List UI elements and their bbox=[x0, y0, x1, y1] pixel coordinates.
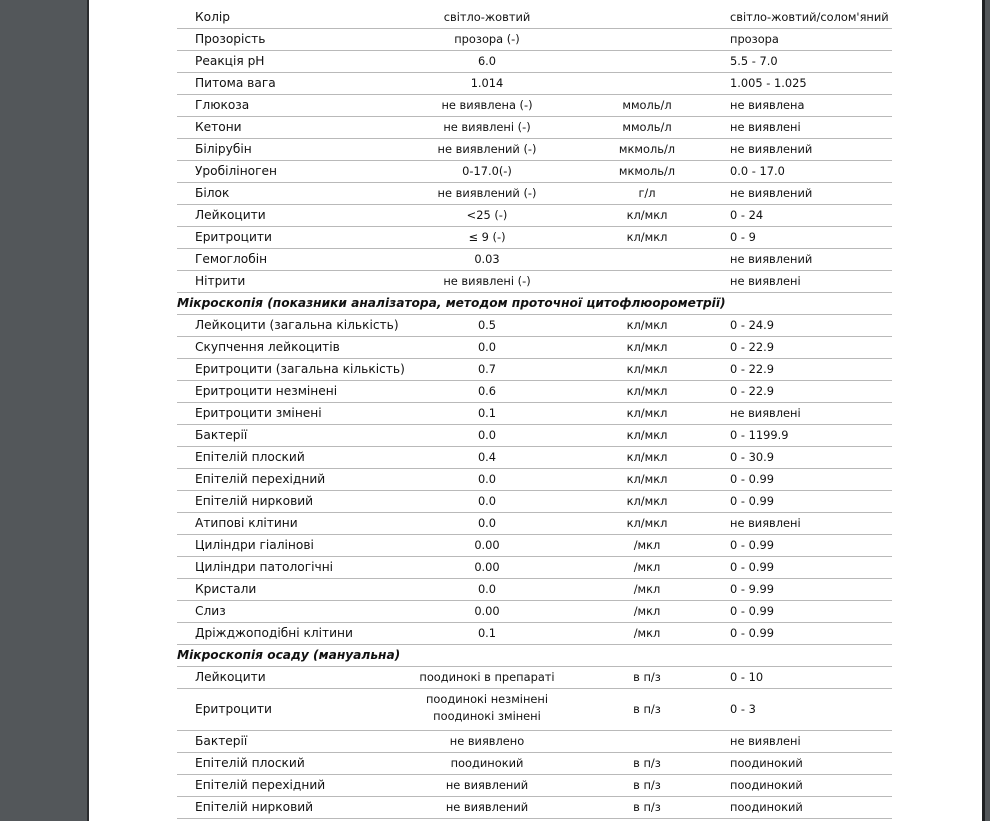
row-reference: 0 - 9.99 bbox=[730, 582, 774, 596]
row-unit: в п/з bbox=[633, 702, 661, 716]
table-row bbox=[177, 731, 892, 753]
row-reference: світло-жовтий/солом'яний bbox=[730, 10, 889, 24]
table-row bbox=[177, 271, 892, 293]
table-row bbox=[177, 161, 892, 183]
section-header-analyzer bbox=[177, 293, 892, 315]
row-unit: кл/мкл bbox=[626, 516, 668, 530]
row-reference: 0 - 1199.9 bbox=[730, 428, 789, 442]
row-unit: кл/мкл bbox=[626, 406, 668, 420]
row-name: Атипові клітини bbox=[195, 516, 298, 530]
row-value: 0.0 bbox=[477, 472, 497, 486]
row-value: 0.4 bbox=[477, 450, 497, 464]
row-reference: 0 - 10 bbox=[730, 670, 764, 684]
table-row bbox=[177, 557, 892, 579]
row-value: прозора (-) bbox=[454, 32, 520, 46]
row-reference: не виявлені bbox=[730, 516, 801, 530]
table-row bbox=[177, 689, 892, 731]
row-unit: г/л bbox=[638, 186, 656, 200]
row-reference: не виявлена bbox=[730, 98, 805, 112]
row-unit: ммоль/л bbox=[622, 120, 672, 134]
table-row bbox=[177, 315, 892, 337]
row-unit: в п/з bbox=[633, 778, 661, 792]
row-name: Бактерії bbox=[195, 734, 248, 748]
row-value: 0.5 bbox=[477, 318, 497, 332]
table-row bbox=[177, 249, 892, 271]
table-row bbox=[177, 447, 892, 469]
row-name: Питома вага bbox=[195, 76, 276, 90]
row-unit: в п/з bbox=[633, 756, 661, 770]
row-unit: мкмоль/л bbox=[618, 142, 676, 156]
table-row bbox=[177, 7, 892, 29]
table-row bbox=[177, 469, 892, 491]
row-reference: поодинокий bbox=[730, 800, 803, 814]
row-reference: 0 - 0.99 bbox=[730, 472, 774, 486]
row-value: не виявлений bbox=[445, 778, 529, 792]
row-unit: мкмоль/л bbox=[618, 164, 676, 178]
row-name: Епітелій перехідний bbox=[195, 778, 326, 792]
row-reference: не виявлений bbox=[730, 252, 813, 266]
row-reference: прозора bbox=[730, 32, 779, 46]
row-unit: /мкл bbox=[633, 582, 661, 596]
table-row bbox=[177, 73, 892, 95]
row-name: Еритроцити змінені bbox=[195, 406, 322, 420]
row-name: Циліндри патологічні bbox=[195, 560, 334, 574]
row-reference: 0 - 0.99 bbox=[730, 538, 774, 552]
row-reference: 0 - 22.9 bbox=[730, 340, 774, 354]
table-row bbox=[177, 579, 892, 601]
row-value: 0.0 bbox=[477, 516, 497, 530]
row-reference: не виявлений bbox=[730, 142, 813, 156]
row-unit: кл/мкл bbox=[626, 384, 668, 398]
table-row bbox=[177, 139, 892, 161]
table-row bbox=[177, 337, 892, 359]
row-value: поодинокий bbox=[450, 756, 524, 770]
row-name: Циліндри гіалінові bbox=[195, 538, 314, 552]
row-name: Еритроцити незмінені bbox=[195, 384, 338, 398]
row-name: Кетони bbox=[195, 120, 242, 134]
row-unit: кл/мкл bbox=[626, 362, 668, 376]
table-row bbox=[177, 227, 892, 249]
row-name: Епітелій нирковий bbox=[195, 800, 314, 814]
row-name: Лейкоцити (загальна кількість) bbox=[195, 318, 399, 332]
row-reference: 0 - 0.99 bbox=[730, 604, 774, 618]
row-name: Білок bbox=[195, 186, 230, 200]
row-value: 0.00 bbox=[474, 604, 500, 618]
row-value: 0.0 bbox=[477, 494, 497, 508]
table-row bbox=[177, 425, 892, 447]
row-value-multiline bbox=[397, 691, 577, 725]
row-name: Нітрити bbox=[195, 274, 246, 288]
row-value: не виявлений (-) bbox=[437, 186, 537, 200]
row-value: 0.03 bbox=[474, 252, 500, 266]
row-value: 0.7 bbox=[477, 362, 497, 376]
row-reference: 1.005 - 1.025 bbox=[730, 76, 807, 90]
table-row bbox=[177, 359, 892, 381]
row-reference: поодинокий bbox=[730, 756, 803, 770]
row-unit: /мкл bbox=[633, 626, 661, 640]
page-shadow bbox=[982, 0, 985, 821]
row-reference: 0 - 24 bbox=[730, 208, 764, 222]
table-row bbox=[177, 601, 892, 623]
row-reference: 0 - 9 bbox=[730, 230, 756, 244]
row-value: 6.0 bbox=[477, 54, 497, 68]
row-value: не виявлена (-) bbox=[441, 98, 533, 112]
row-name: Скупчення лейкоцитів bbox=[195, 340, 340, 354]
table-row bbox=[177, 667, 892, 689]
row-reference: 0 - 30.9 bbox=[730, 450, 774, 464]
row-value-line-1: поодинокі незмінені bbox=[425, 692, 549, 706]
results-table bbox=[177, 7, 892, 819]
row-value: <25 (-) bbox=[466, 208, 508, 222]
row-value: 0.0 bbox=[477, 340, 497, 354]
row-reference: 0 - 3 bbox=[730, 702, 756, 716]
row-name: Прозорість bbox=[195, 32, 266, 46]
row-reference: не виявлений bbox=[730, 186, 813, 200]
row-reference: 0 - 0.99 bbox=[730, 494, 774, 508]
row-reference: не виявлені bbox=[730, 406, 801, 420]
row-unit: в п/з bbox=[633, 800, 661, 814]
row-name: Колір bbox=[195, 10, 231, 24]
table-row bbox=[177, 205, 892, 227]
row-value: не виявлений (-) bbox=[437, 142, 537, 156]
row-reference: 0 - 24.9 bbox=[730, 318, 774, 332]
row-name: Дріжджоподібні клітини bbox=[195, 626, 353, 640]
row-name: Слиз bbox=[195, 604, 226, 618]
row-name: Реакція pH bbox=[195, 54, 265, 68]
row-value: 0.0 bbox=[477, 428, 497, 442]
row-value: 1.014 bbox=[470, 76, 504, 90]
row-value: 0.6 bbox=[477, 384, 497, 398]
row-unit: /мкл bbox=[633, 560, 661, 574]
row-value: 0.1 bbox=[477, 626, 497, 640]
row-reference: не виявлені bbox=[730, 120, 801, 134]
row-unit: кл/мкл bbox=[626, 472, 668, 486]
table-row bbox=[177, 29, 892, 51]
row-value: не виявлені (-) bbox=[443, 120, 531, 134]
document-page bbox=[89, 0, 982, 821]
table-row bbox=[177, 117, 892, 139]
row-unit: кл/мкл bbox=[626, 450, 668, 464]
row-value: 0.00 bbox=[474, 538, 500, 552]
row-name: Еритроцити (загальна кількість) bbox=[195, 362, 405, 376]
row-reference: не виявлені bbox=[730, 274, 801, 288]
row-reference: не виявлені bbox=[730, 734, 801, 748]
table-row bbox=[177, 491, 892, 513]
row-reference: 0 - 22.9 bbox=[730, 362, 774, 376]
table-row bbox=[177, 513, 892, 535]
row-name: Кристали bbox=[195, 582, 257, 596]
section-title: Мікроскопія осаду (мануальна) bbox=[177, 648, 401, 662]
row-value: не виявлені (-) bbox=[443, 274, 531, 288]
table-row bbox=[177, 623, 892, 645]
row-reference: 0.0 - 17.0 bbox=[730, 164, 785, 178]
row-value: 0-17.0(-) bbox=[462, 164, 512, 178]
row-reference: поодинокий bbox=[730, 778, 803, 792]
table-row bbox=[177, 381, 892, 403]
table-row bbox=[177, 183, 892, 205]
table-row bbox=[177, 95, 892, 117]
row-reference: 5.5 - 7.0 bbox=[730, 54, 778, 68]
row-name: Епітелій плоский bbox=[195, 756, 305, 770]
table-row bbox=[177, 51, 892, 73]
row-unit: кл/мкл bbox=[626, 208, 668, 222]
section-header-manual bbox=[177, 645, 892, 667]
row-unit: кл/мкл bbox=[626, 428, 668, 442]
row-name: Лейкоцити bbox=[195, 208, 266, 222]
row-name: Епітелій нирковий bbox=[195, 494, 314, 508]
row-value: не виявлений bbox=[445, 800, 529, 814]
row-reference: 0 - 22.9 bbox=[730, 384, 774, 398]
row-unit: кл/мкл bbox=[626, 318, 668, 332]
table-row bbox=[177, 775, 892, 797]
row-name: Еритроцити bbox=[195, 702, 272, 716]
row-value: ≤ 9 (-) bbox=[468, 230, 506, 244]
row-name: Еритроцити bbox=[195, 230, 272, 244]
row-unit: кл/мкл bbox=[626, 340, 668, 354]
row-value: світло-жовтий bbox=[443, 10, 531, 24]
table-row bbox=[177, 535, 892, 557]
row-name: Гемоглобін bbox=[195, 252, 268, 266]
table-row bbox=[177, 797, 892, 819]
row-name: Епітелій перехідний bbox=[195, 472, 326, 486]
row-unit: /мкл bbox=[633, 604, 661, 618]
row-value: 0.1 bbox=[477, 406, 497, 420]
table-row bbox=[177, 753, 892, 775]
row-name: Лейкоцити bbox=[195, 670, 266, 684]
section-title: Мікроскопія (показники аналізатора, методом проточної цитофлюорометрії) bbox=[177, 296, 726, 310]
row-unit: кл/мкл bbox=[626, 494, 668, 508]
row-reference: 0 - 0.99 bbox=[730, 560, 774, 574]
row-name: Епітелій плоский bbox=[195, 450, 305, 464]
table-row bbox=[177, 403, 892, 425]
row-value: поодинокі в препараті bbox=[419, 670, 555, 684]
row-name: Уробіліноген bbox=[195, 164, 277, 178]
row-unit: кл/мкл bbox=[626, 230, 668, 244]
row-unit: ммоль/л bbox=[622, 98, 672, 112]
row-name: Бактерії bbox=[195, 428, 248, 442]
row-value: 0.00 bbox=[474, 560, 500, 574]
row-name: Білірубін bbox=[195, 142, 252, 156]
row-value: 0.0 bbox=[477, 582, 497, 596]
row-value: не виявлено bbox=[449, 734, 525, 748]
row-unit: в п/з bbox=[633, 670, 661, 684]
row-name: Глюкоза bbox=[195, 98, 250, 112]
row-unit: /мкл bbox=[633, 538, 661, 552]
row-reference: 0 - 0.99 bbox=[730, 626, 774, 640]
row-value-line-2: поодинокі змінені bbox=[433, 709, 541, 723]
